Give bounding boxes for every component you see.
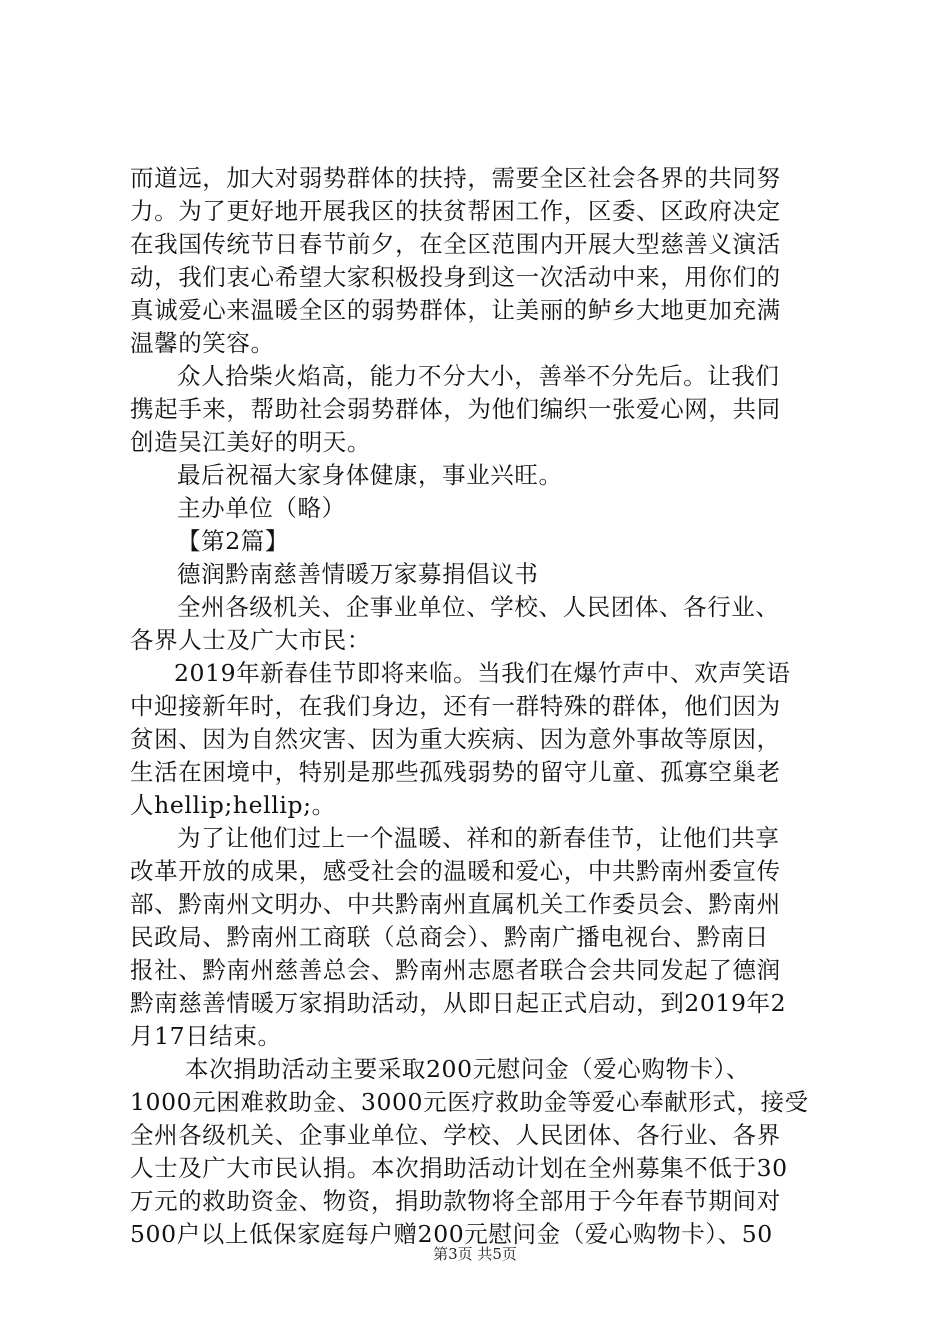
text-line: 黔南慈善情暖万家捐助活动，从即日起正式启动，到2019年2: [130, 989, 787, 1017]
paragraph-start-line: 为了让他们过上一个温暖、祥和的新春佳节，让他们共享: [177, 824, 780, 852]
organizer-line: 主办单位（略）: [177, 494, 346, 522]
text-line: 生活在困境中，特别是那些孤残弱势的留守儿童、孤寡空巢老: [130, 758, 781, 786]
text-line: 在我国传统节日春节前夕，在全区范围内开展大型慈善义演活: [130, 230, 781, 258]
text-line: 温馨的笑容。: [130, 329, 275, 357]
page-footer: 第3页 共5页: [433, 1245, 517, 1263]
text-line: 中迎接新年时，在我们身边，还有一群特殊的群体，他们因为: [130, 692, 781, 720]
text-line: 而道远，加大对弱势群体的扶持，需要全区社会各界的共同努: [130, 164, 781, 192]
salutation-line: 全州各级机关、企事业单位、学校、人民团体、各行业、: [177, 593, 780, 621]
text-line: 携起手来，帮助社会弱势群体，为他们编织一张爱心网，共同: [130, 395, 781, 423]
paragraph-start-line: 众人拾柴火焰高，能力不分大小，善举不分先后。让我们: [177, 362, 780, 390]
closing-wish: 最后祝福大家身体健康，事业兴旺。: [177, 461, 563, 489]
document-title: 德润黔南慈善情暖万家募捐倡议书: [177, 560, 539, 588]
section-heading: 【第2篇】: [177, 527, 289, 555]
text-line: 改革开放的成果，感受社会的温暖和爱心，中共黔南州委宣传: [130, 857, 781, 885]
text-line: 各界人士及广大市民：: [130, 626, 371, 654]
text-line: 真诚爱心来温暖全区的弱势群体，让美丽的鲈乡大地更加充满: [130, 296, 781, 324]
text-line: 力。为了更好地开展我区的扶贫帮困工作，区委、区政府决定: [130, 197, 781, 225]
paragraph-start-line: 2019年新春佳节即将来临。当我们在爆竹声中、欢声笑语: [174, 659, 791, 687]
text-line: 全州各级机关、企事业单位、学校、人民团体、各行业、各界: [130, 1121, 781, 1149]
text-line: 创造吴江美好的明天。: [130, 428, 371, 456]
text-line: 部、黔南州文明办、中共黔南州直属机关工作委员会、黔南州: [130, 890, 781, 918]
paragraph-start-line: 本次捐助活动主要采取200元慰问金（爱心购物卡）、: [185, 1055, 751, 1083]
text-line: 人士及广大市民认捐。本次捐助活动计划在全州募集不低于30: [130, 1154, 788, 1182]
text-line: 民政局、黔南州工商联（总商会）、黔南广播电视台、黔南日: [130, 923, 769, 951]
text-line: 月17日结束。: [130, 1022, 282, 1050]
document-body: [130, 162, 840, 1251]
text-line: 人hellip;hellip;。: [130, 791, 336, 819]
text-line: 动，我们衷心希望大家积极投身到这一次活动中来，用你们的: [130, 263, 781, 291]
text-line: 报社、黔南州慈善总会、黔南州志愿者联合会共同发起了德润: [130, 956, 781, 984]
text-line: 1000元困难救助金、3000元医疗救助金等爱心奉献形式，接受: [130, 1088, 809, 1116]
text-line: 500户以上低保家庭每户赠200元慰问金（爱心购物卡）、50: [130, 1220, 773, 1248]
text-line: 万元的救助资金、物资，捐助款物将全部用于今年春节期间对: [130, 1187, 781, 1215]
text-line: 贫困、因为自然灾害、因为重大疾病、因为意外事故等原因，: [130, 725, 781, 753]
